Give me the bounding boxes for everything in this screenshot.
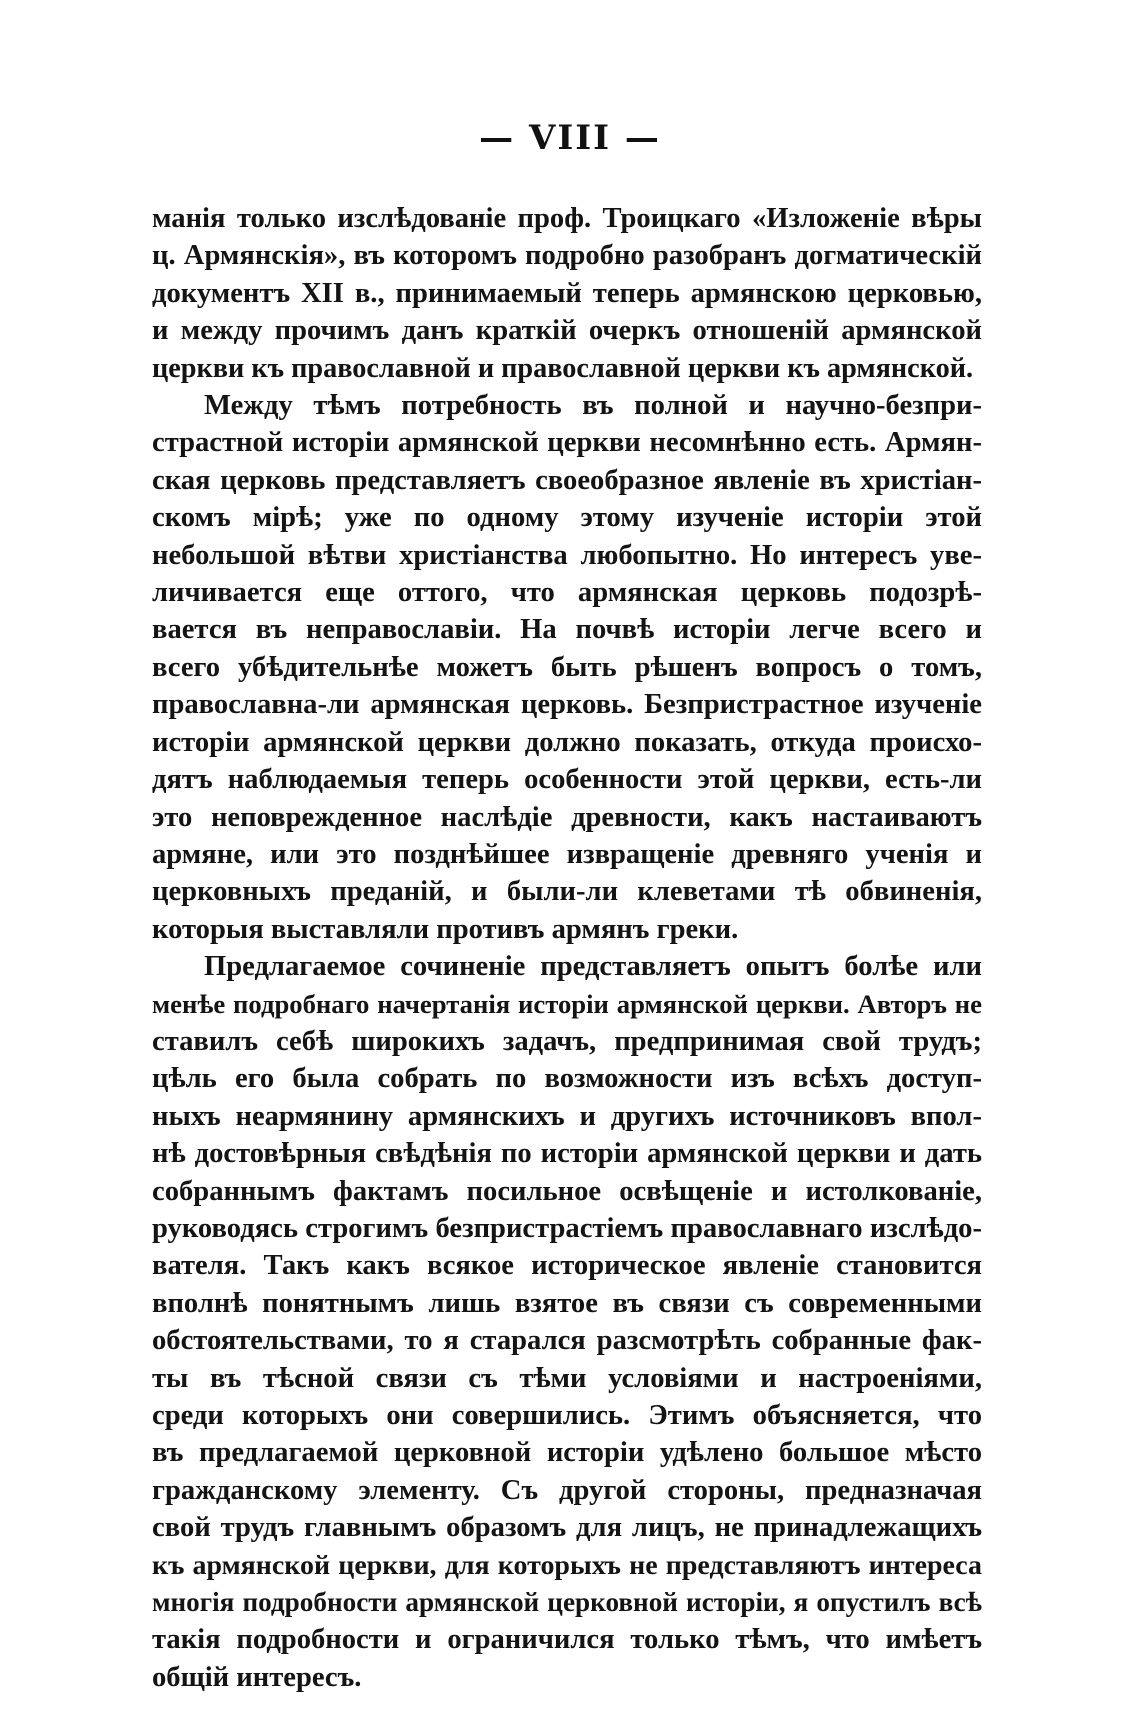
text-line: личивается еще оттого, что армянская церковь подозрѣ- (152, 577, 982, 609)
text-line: которыя выставляли противъ армянъ греки. (152, 913, 739, 945)
paragraph (152, 200, 982, 387)
text-line: документъ XII в., принимаемый теперь армянскою церковью, (152, 277, 982, 309)
text-line: менѣе подробнаго начертанія исторіи армянской церкви. Авторъ не (152, 988, 982, 1019)
text-line: вается въ неправославіи. На почвѣ исторіи легче всего и (152, 614, 982, 646)
text-line: руководясь строгимъ безпристрастіемъ православнаго изслѣдо- (152, 1212, 982, 1244)
text-line: дятъ наблюдаемыя теперь особенности этой церкви, есть-ли (152, 764, 982, 796)
text-line: Предлагаемое сочиненіе представляетъ опытъ болѣе или (204, 951, 982, 983)
text-line: обстоятельствами, то я старался разсмотрѣть собранные фак- (152, 1325, 982, 1357)
text-line: вателя. Такъ какъ всякое историческое явленіе становится (152, 1250, 982, 1282)
text-line: цѣль его была собрать по возможности изъ всѣхъ доступ- (152, 1063, 982, 1095)
text-line: манія только изслѣдованіе проф. Троицкаго «Изложеніе вѣры (152, 203, 982, 234)
text-line: общій интересъ. (152, 1661, 362, 1693)
text-line: къ армянской церкви, для которыхъ не представляютъ интереса (152, 1549, 982, 1581)
paragraph (152, 387, 982, 948)
text-line: страстной исторіи армянской церкви несомнѣнно есть. Армян- (152, 427, 982, 459)
text-line: въ предлагаемой церковной исторіи удѣлено большое мѣсто (152, 1437, 982, 1469)
text-line: гражданскому элементу. Съ другой стороны, предназначая (152, 1474, 982, 1506)
text-line: это неповрежденное наслѣдіе древности, какъ настаиваютъ (152, 801, 982, 833)
page-number: — VIII — (479, 118, 661, 158)
text-line: ставилъ себѣ широкихъ задачъ, предпринимая свой трудъ; (152, 1025, 982, 1057)
paragraph (152, 948, 982, 1696)
text-line: многія подробности армянской церковной исторіи, я опустилъ всѣ (152, 1587, 982, 1618)
text-line: и между прочимъ данъ краткій очеркъ отношеній армянской (152, 315, 982, 347)
text-line: Между тѣмъ потребность въ полной и научно-безпри- (204, 390, 982, 422)
text-line: армяне, или это позднѣйшее извращеніе древняго ученія и (152, 838, 982, 870)
text-line: собраннымъ фактамъ посильное освѣщеніе и истолкованіе, (152, 1175, 982, 1207)
text-line: православна-ли армянская церковь. Безпристрастное изученіе (152, 689, 982, 721)
text-line: исторіи армянской церкви должно показать, откуда происхо- (152, 726, 982, 758)
text-line: такія подробности и ограничился только тѣмъ, что имѣетъ (152, 1624, 982, 1656)
text-line: ская церковь представляетъ своеобразное явленіе въ христіан- (152, 464, 982, 496)
text-line: среди которыхъ они совершились. Этимъ объясняется, что (152, 1400, 982, 1431)
text-line: нѣ достовѣрныя свѣдѣнія по исторіи армянской церкви и дать (152, 1138, 982, 1170)
text-line: ц. Армянскія», въ которомъ подробно разобранъ догматическій (152, 240, 982, 272)
text-line: церковныхъ преданій, и были-ли клеветами тѣ обвиненія, (152, 876, 982, 908)
text-line: ныхъ неармянину армянскихъ и другихъ источниковъ впол- (152, 1100, 982, 1132)
body-text (152, 200, 982, 1696)
text-line: всего убѣдительнѣе можетъ быть рѣшенъ вопросъ о томъ, (152, 651, 982, 683)
text-line: небольшой вѣтви христіанства любопытно. Но интересъ уве- (152, 539, 982, 571)
text-line: скомъ мірѣ; уже по одному этому изученіе исторіи этой (152, 502, 982, 534)
text-line: вполнѣ понятнымъ лишь взятое въ связи съ современными (152, 1287, 982, 1319)
text-line: свой трудъ главнымъ образомъ для лицъ, не принадлежащихъ (152, 1512, 982, 1544)
text-line: ты въ тѣсной связи съ тѣми условіями и настроеніями, (152, 1362, 982, 1394)
text-line: церкви къ православной и православной церкви къ армянской. (152, 352, 974, 384)
